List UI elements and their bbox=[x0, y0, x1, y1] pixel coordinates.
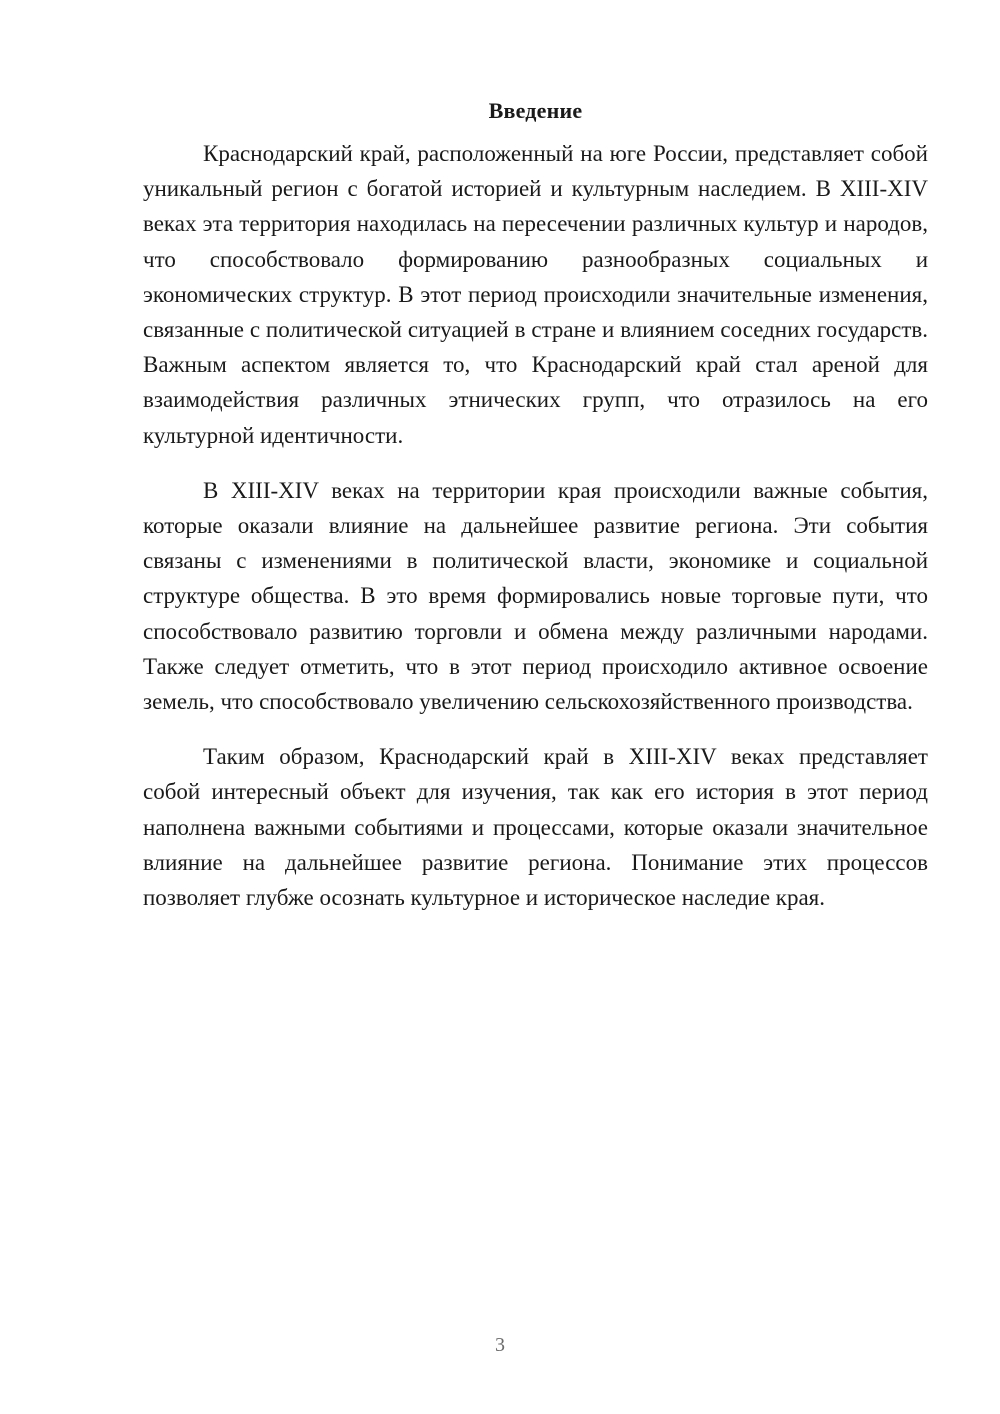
paragraph-3: Таким образом, Краснодарский край в XIII-XIV веках представляет собой интересный объект для изучения, так как его история в этот период наполнена важными событиями и процессами, которые оказали значительное влияние на дальнейшее развитие региона. Понимание этих процессов позволяет глубже осознать культурное и историческое наследие края. bbox=[143, 744, 928, 911]
section-heading: Введение bbox=[488, 98, 583, 123]
page-content bbox=[143, 94, 928, 935]
page-number: 3 bbox=[495, 1334, 505, 1356]
paragraph-1: Краснодарский край, расположенный на юге России, представляет собой уникальный регион с богатой историей и культурным наследием. В XIII-XIV веках эта территория находилась на пересечении различных культур и народов, что способствовало формированию разнообразных социальных и экономических структур. В этот период происходили значительные изменения, связанные с политической ситуацией в стране и влиянием соседних государств. Важным аспектом является то, что Краснодарский край стал ареной для взаимодействия различных этнических групп, что отразилось на его культурной идентичности. bbox=[143, 141, 928, 448]
paragraph-2: В XIII-XIV веках на территории края происходили важные события, которые оказали влияние на дальнейшее развитие региона. Эти события связаны с изменениями в политической власти, экономике и социальной структуре общества. В это время формировались новые торговые пути, что способствовало развитию торговли и обмена между различными народами. Также следует отметить, что в этот период происходило активное освоение земель, что способствовало увеличению сельскохозяйственного производства. bbox=[143, 477, 928, 715]
